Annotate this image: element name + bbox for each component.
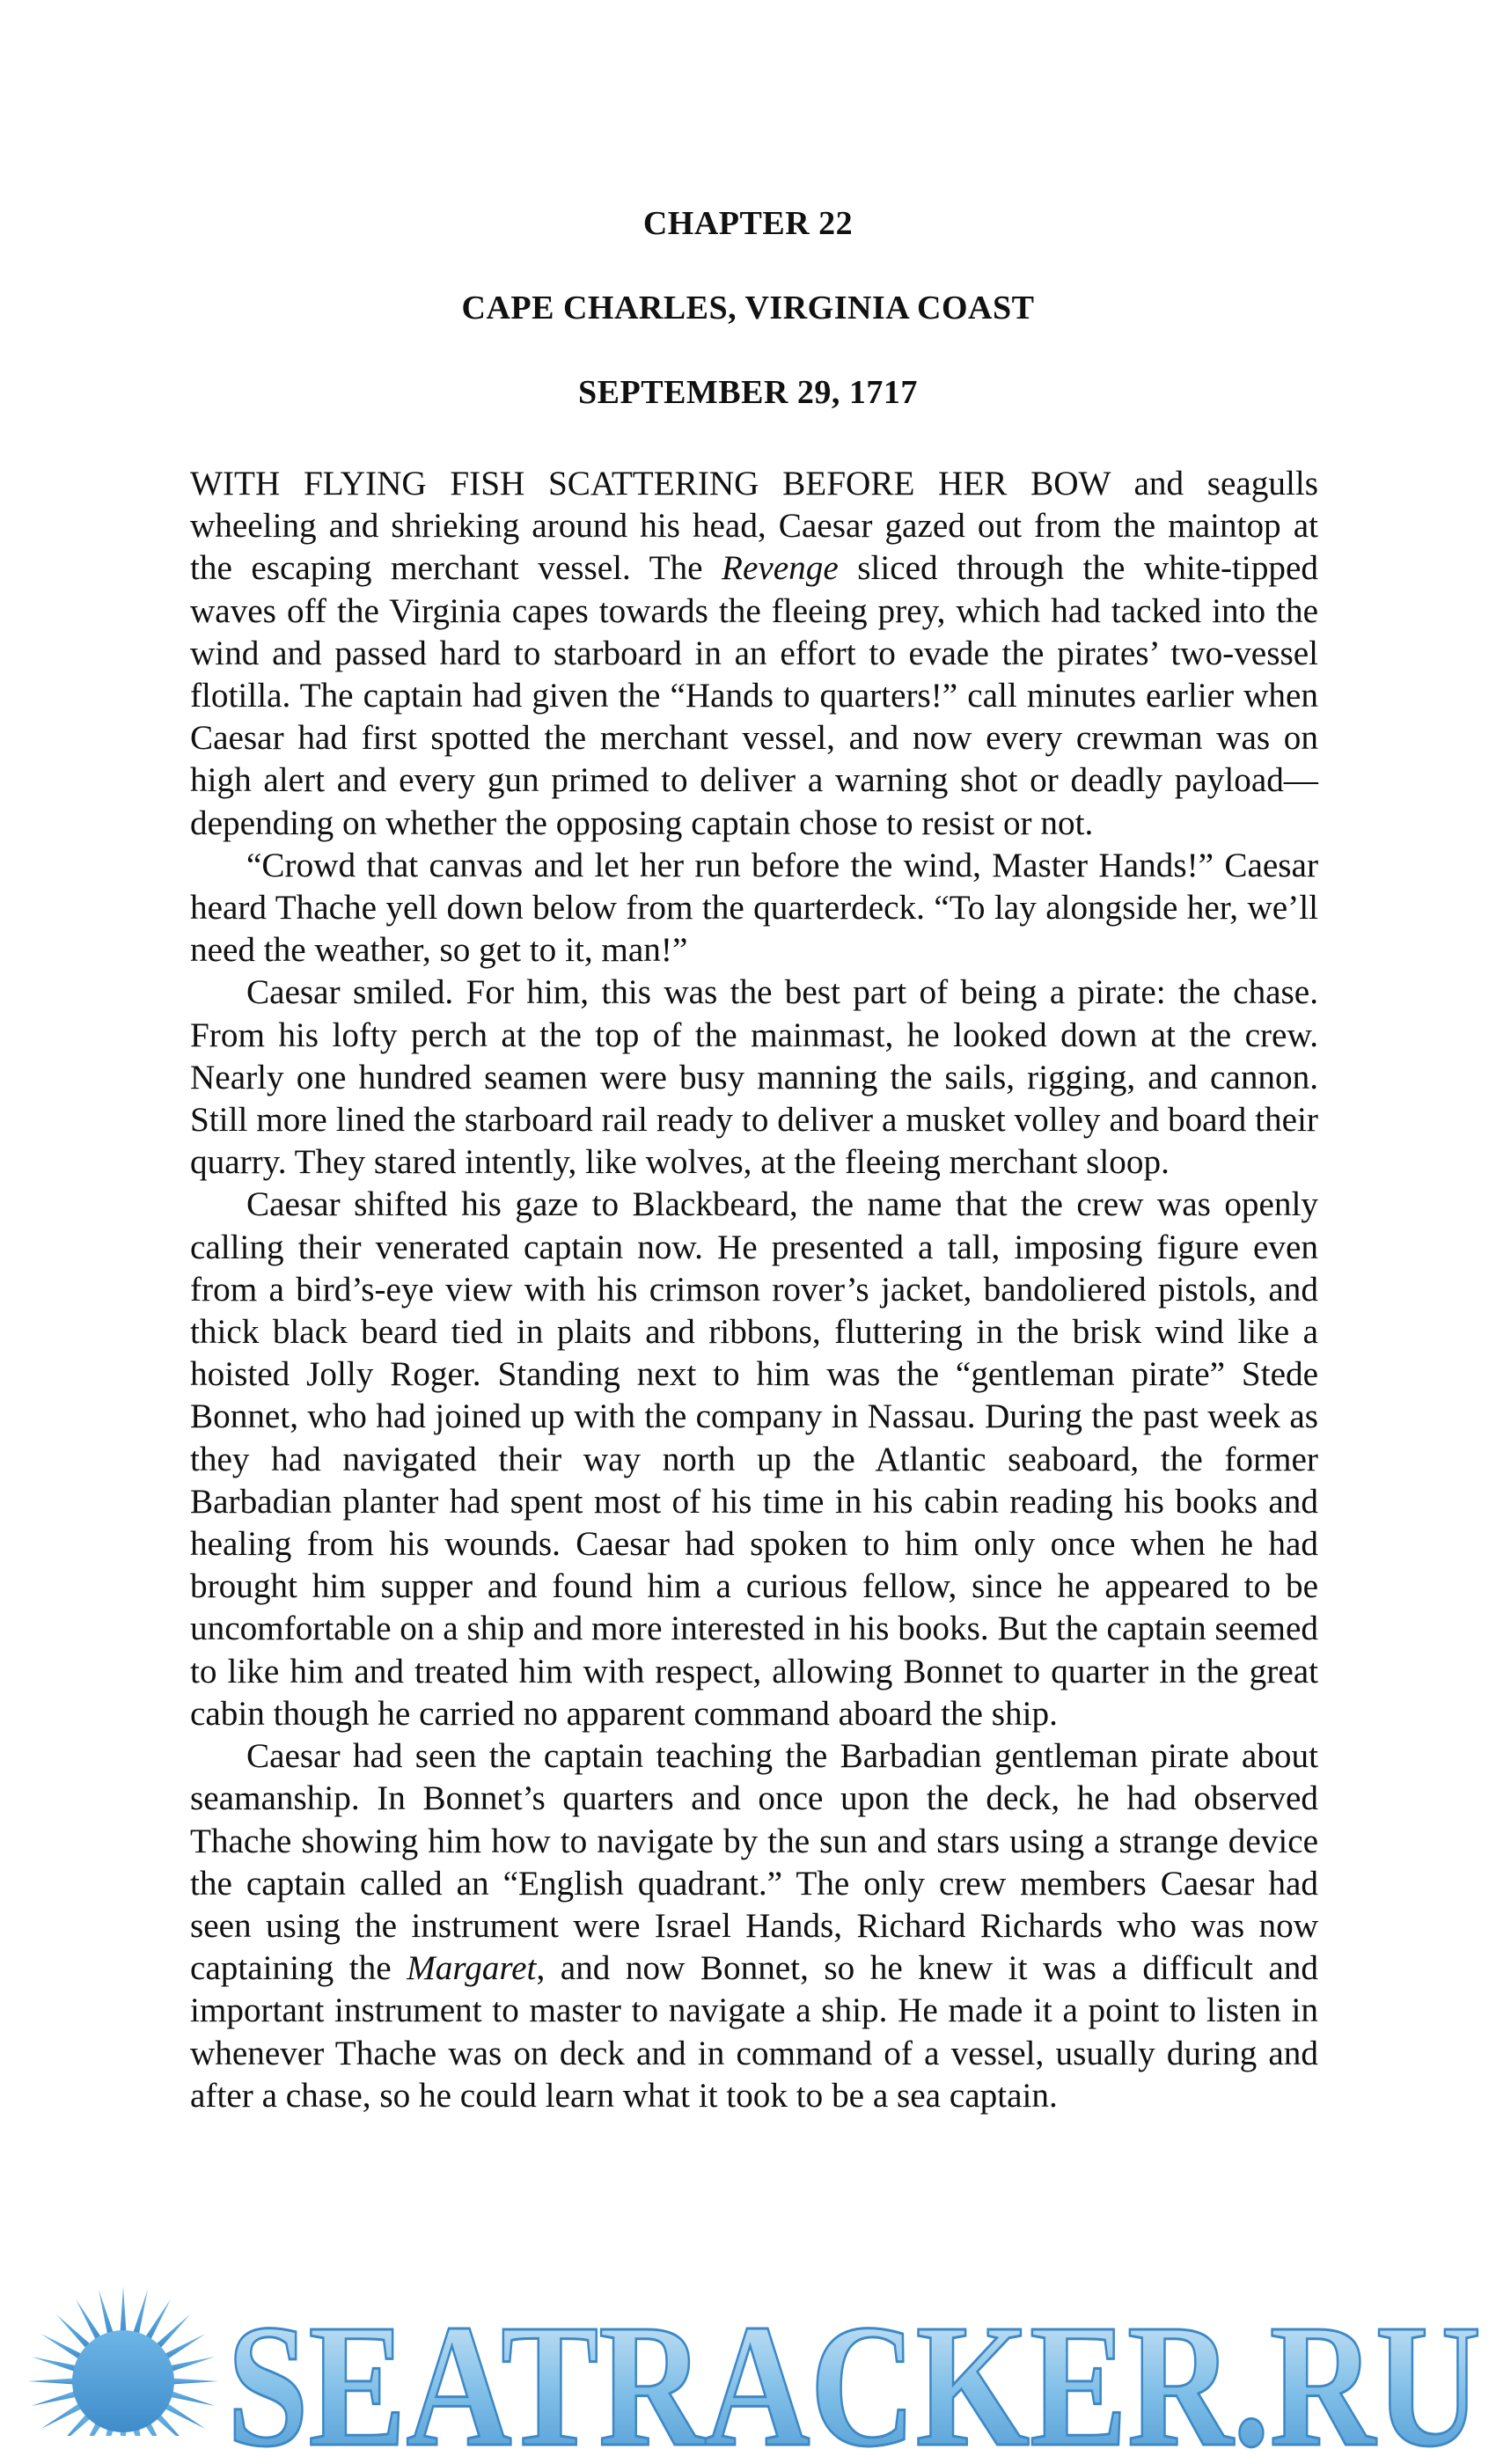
chapter-date: SEPTEMBER 29, 1717 (578, 374, 918, 411)
paragraph-1-text-a: and seagulls wheeling and shrieking around his head, Caesar gazed out from the maintop at the escaping merchant vessel. The (190, 465, 1318, 588)
sun-ray (166, 2357, 215, 2372)
watermark-logo (26, 2249, 1487, 2464)
sun-ray (132, 2290, 148, 2338)
paragraph-5 (190, 1735, 1318, 2117)
paragraph-4: Caesar shifted his gaze to Blackbeard, the name that the crew was openly calling their venerated captain now. He presented a tall, imposing figure even from a bird’s-eye view with his crimson rover’s jacket, bandoliered pistols, and thick black beard tied in plaits and ribbons, fluttering in the brisk wind like a hoisted Jolly Roger. Standing next to him was the “gentleman pirate” Stede Bonnet, who had joined up with the company in Nassau. During the past week as they had navigated their way north up the Atlantic seaboard, the former Barbadian planter had spent most of his time in his cabin reading his books and healing from his wounds. Caesar had spoken to him only once when he had brought him supper and found him a curious fellow, since he appeared to be uncomfortable on a ship and more interested in his books. But the captain seemed to like him and treated him with respect, allowing Bonnet to quarter in the great cabin though he carried no apparent command aboard the ship. (190, 1185, 1318, 1733)
paragraph-1 (190, 463, 1318, 845)
sun-ray (169, 2378, 218, 2384)
sun-icon (26, 2286, 229, 2464)
chapter-location: CAPE CHARLES, VIRGINIA COAST (461, 290, 1035, 326)
paragraph-1-text-b: sliced through the white-tipped waves off the Virginia capes towards the fleeing prey, which had tacked into the wind and passed hard to starboard in an effort to evade the pirates’ two-vessel flotilla. The captain had given the “Hands to quarters!” call minutes earlier when Caesar had first spotted the merchant vessel, and now every crewman was on high alert and every gun primed to deliver a warning shot or deadly payload—depending on whether the opposing captain chose to resist or not. (190, 549, 1318, 842)
sun-ray (32, 2357, 80, 2372)
sun-ray (28, 2378, 77, 2384)
paragraph-5-text-a: Caesar had seen the captain teaching the Barbadian gentleman pirate about seamanship. In Bonnet’s quarters and once upon the deck, he had observed Thache showing him how to navigate by the sun and stars using a strange device the captain called an “English quadrant.” The only crew members Caesar had seen using the instrument were Israel Hands, Richard Richards who was now captaining the (190, 1737, 1318, 1988)
chapter-body (190, 463, 1318, 2117)
ship-name-margaret: Margaret (407, 1949, 537, 1988)
paragraph-5-text-b: , and now Bonnet, so he knew it was a difficult and important instrument to master to navigate a ship. He made it a point to listen in whenever Thache was on deck and in command of a vessel, usually during and after a chase, so he could learn what it took to be a sea captain. (190, 1949, 1318, 2115)
lead-in-caps: WITH FLYING FISH SCATTERING BEFORE HER BOW (190, 465, 1111, 502)
sun-ray (32, 2390, 80, 2406)
sun-ray (99, 2290, 114, 2338)
watermark-text: SEATRACKER.RU (227, 2289, 1481, 2464)
sun-ray (166, 2390, 215, 2406)
paragraph-3: Caesar smiled. For him, this was the best part of being a pirate: the chase. From his lofty perch at the top of the mainmast, he looked down at the crew. Nearly one hundred seamen were busy manning the sails, rigging, and cannon. Still more lined the starboard rail ready to deliver a musket volley and board their quarry. They stared intently, like wolves, at the fleeing merchant sloop. (190, 973, 1318, 1182)
sun-ray (120, 2286, 126, 2336)
paragraph-2: “Crowd that canvas and let her run before the wind, Master Hands!” Caesar heard Thache yell down below from the quarterdeck. “To lay alongside her, we’ll need the weather, so get to it, man!” (190, 846, 1318, 970)
chapter-title: CHAPTER 22 (642, 205, 854, 242)
ship-name-revenge: Revenge (722, 549, 839, 588)
